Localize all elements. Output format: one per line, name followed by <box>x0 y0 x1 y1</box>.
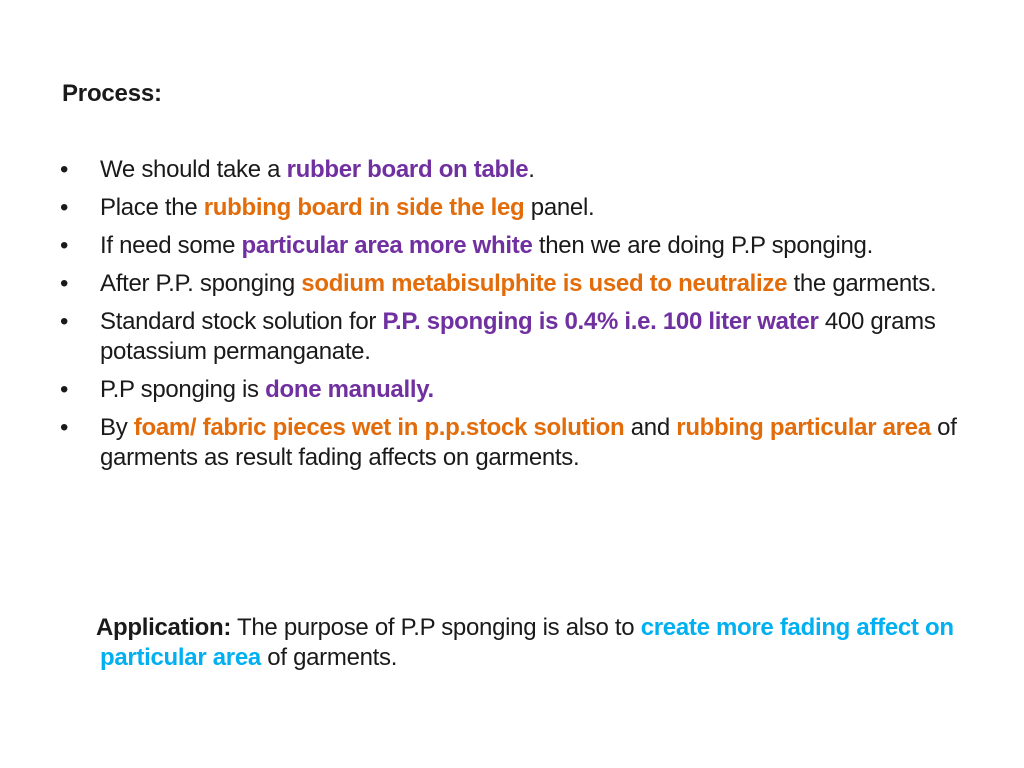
application-text: of garments. <box>260 644 398 671</box>
bullet-text: the garments. <box>787 270 937 297</box>
bullet-item <box>60 307 980 367</box>
bullet-text: By <box>100 414 134 441</box>
bullet-text: P.P sponging is <box>100 376 266 403</box>
bullet-item <box>60 375 980 405</box>
bullet-item <box>60 269 980 299</box>
process-bullet-list <box>60 155 980 481</box>
bullet-highlight: rubbing board in side the leg <box>203 194 525 221</box>
bullet-highlight: P.P. sponging is 0.4% i.e. 100 liter water <box>382 308 819 335</box>
bullet-highlight: particular area more white <box>241 232 533 259</box>
bullet-highlight: rubbing particular area <box>676 414 931 441</box>
bullet-text: If need some <box>100 232 242 259</box>
bullet-highlight: done manually. <box>265 376 434 403</box>
bullet-highlight: foam/ fabric pieces wet in p.p.stock solution <box>133 414 625 441</box>
application-label: Application: <box>96 614 232 641</box>
bullet-text: . <box>528 156 535 183</box>
application-highlight: create more fading affect on particular area <box>100 614 954 671</box>
bullet-icon: • <box>60 270 69 297</box>
bullet-text: After P.P. sponging <box>100 270 302 297</box>
bullet-text: Place the <box>100 194 204 221</box>
bullet-text: and <box>624 414 677 441</box>
bullet-icon: • <box>60 376 69 403</box>
bullet-text: then we are doing P.P sponging. <box>532 232 873 259</box>
section-heading: Process: <box>62 80 162 107</box>
bullet-item <box>60 413 980 473</box>
bullet-icon: • <box>60 414 69 441</box>
bullet-text: panel. <box>524 194 595 221</box>
bullet-item <box>60 155 980 185</box>
bullet-highlight: rubber board on table <box>286 156 529 183</box>
application-paragraph <box>96 613 960 673</box>
bullet-text: Standard stock solution for <box>100 308 383 335</box>
bullet-icon: • <box>60 308 69 335</box>
bullet-item <box>60 193 980 223</box>
bullet-highlight: sodium metabisulphite is used to neutralize <box>301 270 788 297</box>
bullet-icon: • <box>60 232 69 259</box>
bullet-icon: • <box>60 156 69 183</box>
bullet-item <box>60 231 980 261</box>
bullet-text: of garments as result fading affects on garments. <box>100 414 957 471</box>
application-text: The purpose of P.P sponging is also to <box>231 614 641 641</box>
bullet-text: We should take a <box>100 156 287 183</box>
bullet-text: 400 grams potassium permanganate. <box>100 308 936 365</box>
bullet-icon: • <box>60 194 69 221</box>
